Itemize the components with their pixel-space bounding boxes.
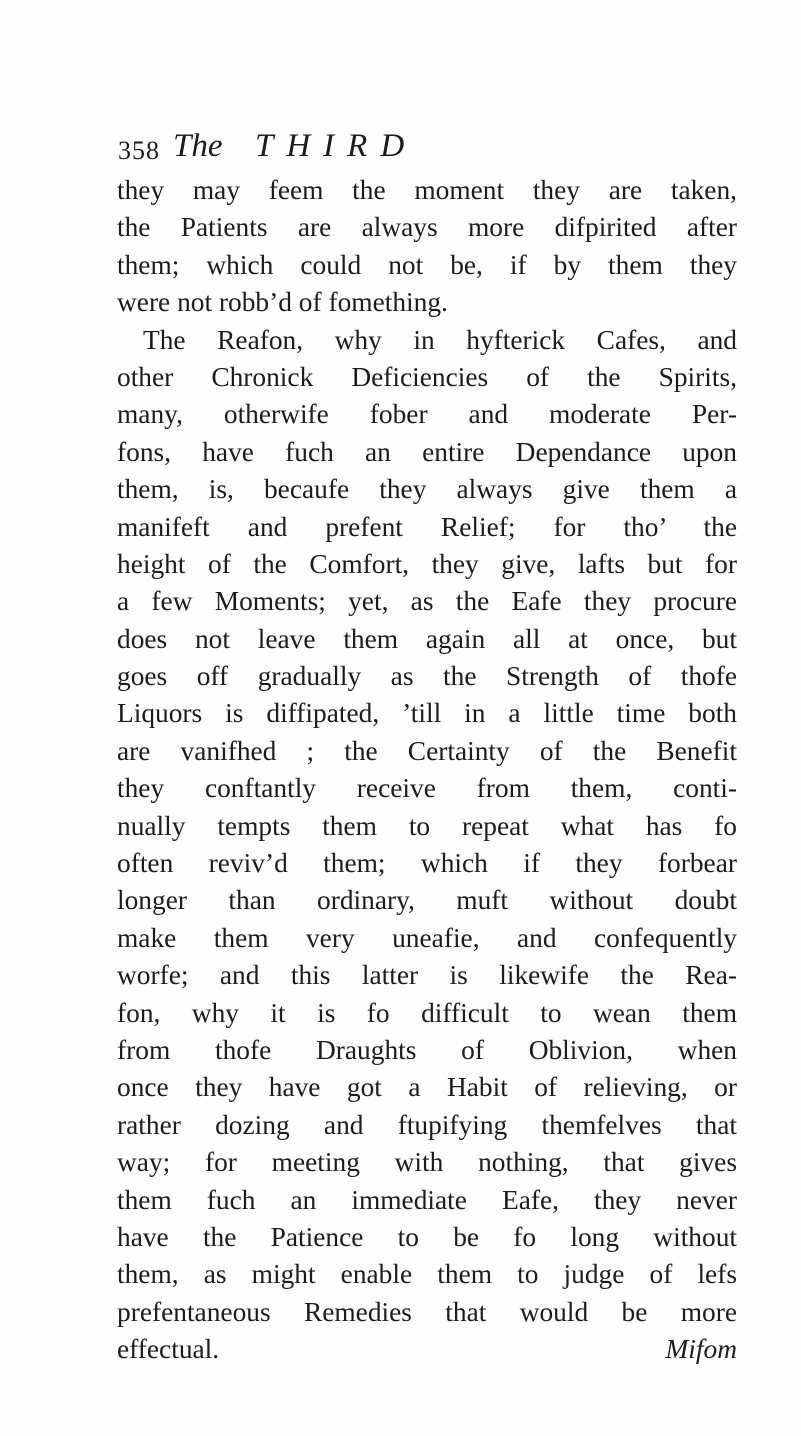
text-line: were not robb’d of fomething. <box>117 287 448 318</box>
paragraph-first-line: The Reafon, why in hyfterick Cafes, and <box>143 324 737 355</box>
text-line: nually tempts them to repeat what has fo <box>117 810 737 841</box>
text-line: many, otherwife fober and moderate Per- <box>117 399 737 430</box>
running-head-title: THIRD <box>255 128 418 164</box>
body-text <box>117 172 737 1369</box>
text-line: worfe; and this latter is likewife the Rea- <box>117 960 737 991</box>
text-line: make them very uneafie, and confequently <box>117 922 737 953</box>
text-line: Liquors is diffipated, ’till in a little time both <box>117 698 737 729</box>
final-line <box>117 1331 737 1368</box>
text-line: often reviv’d them; which if they forbear <box>117 848 737 879</box>
text-line: does not leave them again all at once, but <box>117 623 737 654</box>
page-header <box>116 128 726 172</box>
text-line: they may feem the moment they are taken, <box>117 175 737 205</box>
text-line: rather dozing and ftupifying themfelves that <box>117 1109 737 1140</box>
text-line: manifeft and prefent Relief; for tho’ the <box>117 511 737 542</box>
text-line: the Patients are always more difpirited after <box>117 212 737 243</box>
text-line: are vanifhed ; the Certainty of the Benefit <box>117 735 737 766</box>
text-line: a few Moments; yet, as the Eafe they procure <box>117 586 737 617</box>
text-line: have the Patience to be fo long without <box>117 1221 737 1252</box>
page-number: 358 <box>118 136 160 165</box>
text-line: fons, have fuch an entire Dependance upon <box>117 436 737 467</box>
text-line: they conftantly receive from them, conti- <box>117 773 737 804</box>
text-line: them, as might enable them to judge of lefs <box>117 1259 737 1290</box>
text-line: way; for meeting with nothing, that gives <box>117 1147 737 1178</box>
text-line: them, is, becaufe they always give them a <box>117 474 737 505</box>
running-head-article: The <box>173 128 223 164</box>
text-line: from thofe Draughts of Oblivion, when <box>117 1034 737 1065</box>
text-line: them fuch an immediate Eafe, they never <box>117 1184 737 1215</box>
text-line: longer than ordinary, muft without doubt <box>117 885 737 916</box>
text-line: other Chronick Deficiencies of the Spirits, <box>117 361 737 392</box>
text-line: prefentaneous Remedies that would be more <box>117 1296 737 1327</box>
text-line: goes off gradually as the Strength of thofe <box>117 661 737 692</box>
text-line: once they have got a Habit of relieving, or <box>117 1072 737 1103</box>
final-line-text: effectual. <box>117 1334 220 1365</box>
text-line: fon, why it is fo difficult to wean them <box>117 997 737 1028</box>
text-line: height of the Comfort, they give, lafts but for <box>117 548 737 579</box>
catchword: Mifom <box>665 1334 737 1365</box>
text-line: them; which could not be, if by them they <box>117 249 737 280</box>
